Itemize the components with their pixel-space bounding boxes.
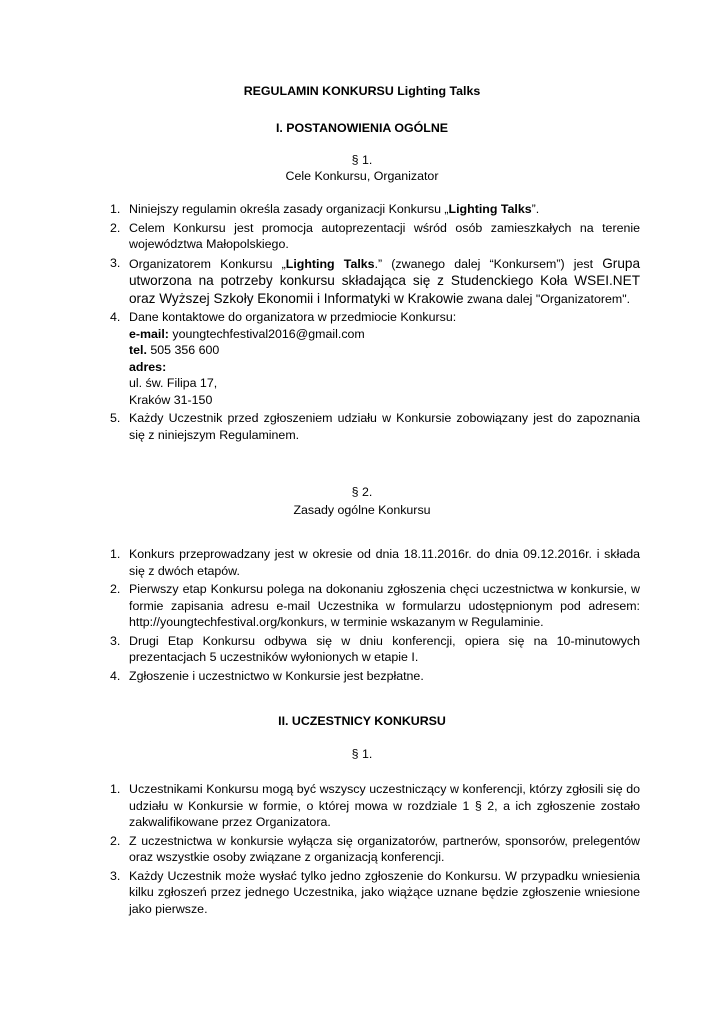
item-text: Uczestnikami Konkursu mogą być wszyscy uczestniczący w konferencji, którzy zgłosili się do udziału w Konkursie w formie, o której mowa w rozdziale 1 § 2, a ich zgłoszenie zostało zakwalifikowane przez Organizatora. bbox=[129, 782, 640, 829]
item-text: Każdy Uczestnik może wysłać tylko jedno zgłoszenie do Konkursu. W przypadku wniesienia kilku zgłoszeń przez jednego Uczestnika, jako wiążące uznane będzie zgłoszenie wniesione jako pierwsze. bbox=[129, 868, 640, 916]
s1-para2-subtitle: Zasady ogólne Konkursu bbox=[293, 503, 431, 517]
contact-email-line bbox=[129, 326, 640, 343]
s2-para1-symbol: § 1. bbox=[351, 747, 373, 761]
list-item bbox=[110, 833, 640, 866]
contact-intro: Dane kontaktowe do organizatora w przedmiocie Konkursu: bbox=[129, 310, 457, 324]
section-1-heading: I. POSTANOWIENIA OGÓLNE bbox=[275, 121, 449, 135]
contact-phone-line bbox=[129, 342, 640, 359]
s1-para2-symbol: § 2. bbox=[351, 485, 373, 499]
list-item bbox=[110, 546, 640, 579]
list-item bbox=[110, 668, 640, 685]
item-number: 5. bbox=[110, 411, 121, 425]
list-item bbox=[110, 781, 640, 831]
item-text: Zgłoszenie i uczestnictwo w Konkursie jest bezpłatne. bbox=[129, 668, 424, 683]
item-large-text: Grupa utworzona na potrzeby konkursu składająca się z Studenckiego Koła WSEI.NET oraz Wyższej Szkoły Ekonomii i Informatyki w Krakowie bbox=[129, 255, 640, 306]
item-text: Konkurs przeprowadzany jest w okresie od dnia 18.11.2016r. do dnia 09.12.2016r. i składa się z dwóch etapów. bbox=[129, 547, 640, 578]
item-number: 3. bbox=[110, 255, 121, 270]
s1-para1-list bbox=[110, 201, 640, 445]
list-item bbox=[110, 410, 640, 443]
item-number: 2. bbox=[110, 833, 121, 848]
list-item bbox=[110, 201, 640, 218]
item-text: zwana dalej "Organizatorem". bbox=[463, 291, 631, 306]
address-line-2: Kraków 31-150 bbox=[129, 392, 213, 407]
address-label: adres: bbox=[129, 359, 167, 374]
list-item bbox=[110, 309, 640, 408]
item-text: Pierwszy etap Konkursu polega na dokonaniu zgłoszenia chęci uczestnictwa w konkursie, w formie zapisania adresu e-mail Uczestnika w formularzu udostępnionym pod adresem: http://youngtechfestival.org/konkurs, w terminie wskazanym w Regulaminie. bbox=[129, 582, 640, 629]
list-item bbox=[110, 581, 640, 631]
email-value: youngtechfestival2016@gmail.com bbox=[168, 326, 365, 341]
item-bold-text: Lighting Talks bbox=[285, 256, 375, 271]
item-number: 4. bbox=[110, 668, 121, 683]
item-text: Z uczestnictwa w konkursie wyłącza się organizatorów, partnerów, sponsorów, prelegentów oraz wszystkie osoby związane z organizacją konferencji. bbox=[129, 833, 640, 864]
item-text: Niniejszy regulamin określa zasady organizacji Konkursu „ bbox=[129, 202, 449, 216]
list-item bbox=[110, 220, 640, 253]
item-number: 1. bbox=[110, 202, 121, 216]
item-text: .” (zwanego dalej “Konkursem”) jest bbox=[374, 256, 603, 271]
section-2-heading: II. UCZESTNICY KONKURSU bbox=[278, 714, 446, 728]
item-number: 1. bbox=[110, 547, 121, 561]
list-item bbox=[110, 255, 640, 308]
item-text: ”. bbox=[531, 202, 540, 216]
list-item bbox=[110, 633, 640, 666]
item-bold-text: Lighting Talks bbox=[448, 202, 532, 216]
item-text: Celem Konkursu jest promocja autoprezentacji wśród osób zamieszkałych na terenie województwa Małopolskiego. bbox=[129, 220, 640, 251]
s1-para1-subtitle: Cele Konkursu, Organizator bbox=[285, 169, 439, 183]
item-number: 3. bbox=[110, 633, 121, 648]
item-number: 3. bbox=[110, 868, 121, 883]
phone-value: 505 356 600 bbox=[146, 343, 220, 357]
list-item bbox=[110, 868, 640, 918]
phone-label: tel. bbox=[129, 343, 147, 357]
document-title: REGULAMIN KONKURSU Lighting Talks bbox=[243, 84, 481, 98]
item-text: Organizatorem Konkursu „ bbox=[129, 256, 286, 271]
item-number: 2. bbox=[110, 582, 121, 596]
email-label: e-mail: bbox=[129, 326, 169, 341]
address-line-1: ul. św. Filipa 17, bbox=[129, 376, 218, 390]
item-number: 4. bbox=[110, 310, 121, 324]
s1-para1-symbol: § 1. bbox=[351, 153, 373, 167]
item-number: 1. bbox=[110, 782, 121, 796]
s2-para1-list bbox=[110, 781, 640, 919]
item-text: Każdy Uczestnik przed zgłoszeniem udziału w Konkursie zobowiązany jest do zapoznania się z niniejszym Regulaminem. bbox=[129, 411, 640, 442]
item-text: Drugi Etap Konkursu odbywa się w dniu konferencji, opiera się na 10-minutowych prezentacjach 5 uczestników wyłonionych w etapie I. bbox=[129, 633, 640, 664]
s1-para2-list bbox=[110, 546, 640, 686]
item-number: 2. bbox=[110, 220, 121, 235]
